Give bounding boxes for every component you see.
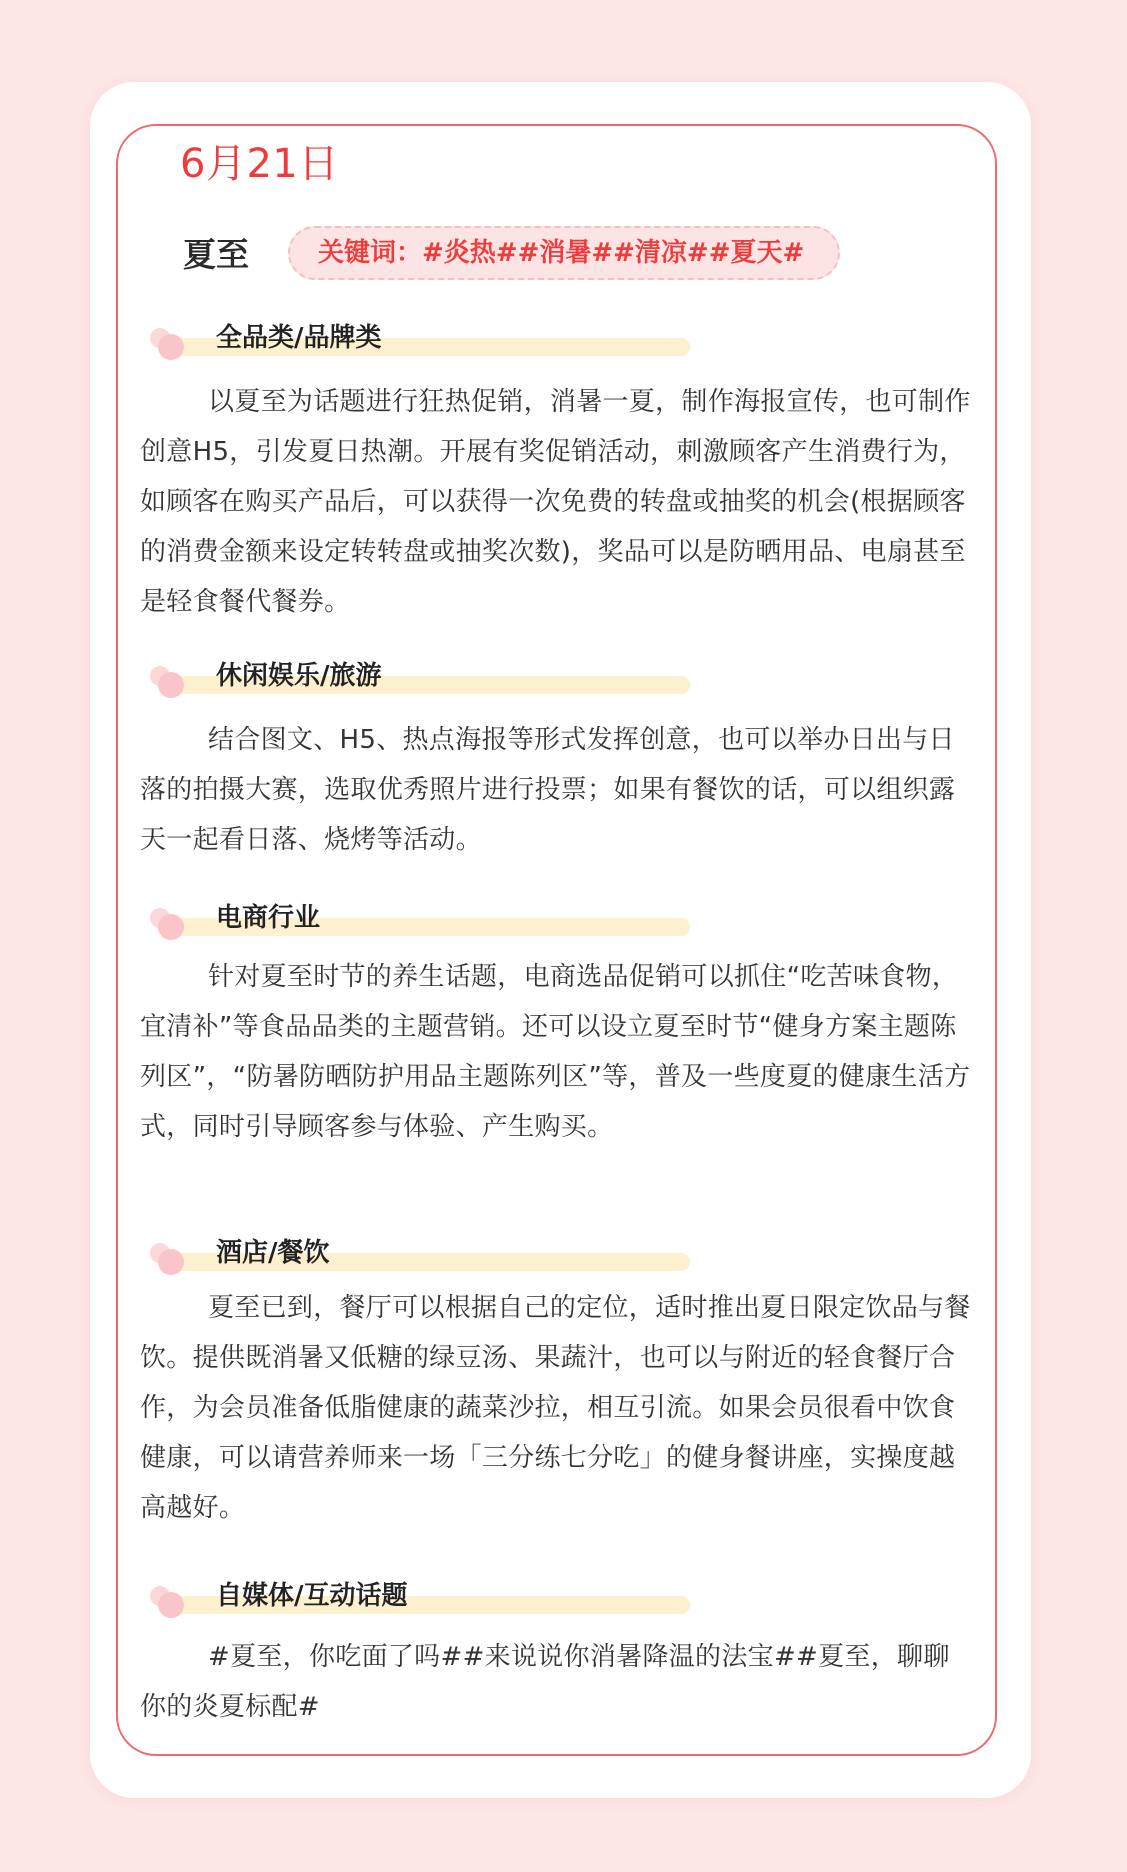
section-body: #夏至，你吃面了吗##来说说你消暑降温的法宝##夏至，聊聊你的炎夏标配#	[140, 1642, 950, 1722]
section-title: 电商行业	[216, 903, 321, 933]
section-title: 全品类/品牌类	[216, 323, 382, 353]
section-title: 自媒体/互动话题	[216, 1581, 408, 1611]
section-header	[150, 1576, 700, 1620]
section-header	[150, 318, 700, 362]
bubble-icon	[158, 334, 184, 360]
bubble-icon	[158, 1249, 184, 1275]
bubble-icon	[158, 1592, 184, 1618]
section-body: 夏至已到，餐厅可以根据自己的定位，适时推出夏日限定饮品与餐饮。提供既消暑又低糖的绿豆汤、果蔬汁，也可以与附近的轻食餐厅合作，为会员准备低脂健康的蔬菜沙拉，相互引流。如果会员很看中饮食健康，可以请营养师来一场「三分练七分吃」的健身餐讲座，实操度越高越好。	[140, 1293, 971, 1523]
section-header	[150, 656, 700, 700]
bubble-icon	[158, 672, 184, 698]
section-body: 结合图文、H5、热点海报等形式发挥创意，也可以举办日出与日落的拍摄大赛，选取优秀照片进行投票；如果有餐饮的话，可以组织露天一起看日落、烧烤等活动。	[140, 725, 956, 855]
section-header	[150, 898, 700, 942]
keywords-badge: 关键词：#炎热##消暑##清凉##夏天#	[288, 226, 840, 280]
section-body: 针对夏至时节的养生话题，电商选品促销可以抓住“吃苦味食物，宜清补”等食品品类的主题营销。还可以设立夏至时节“健身方案主题陈列区”，“防暑防晒防护用品主题陈列区”等，普及一些度夏的健康生活方式，同时引导顾客参与体验、产生购买。	[140, 962, 971, 1142]
festival-name: 夏至	[183, 235, 249, 274]
section-title: 休闲娱乐/旅游	[216, 661, 382, 691]
bubble-icon	[158, 914, 184, 940]
section-body: 以夏至为话题进行狂热促销，消暑一夏，制作海报宣传，也可制作创意H5，引发夏日热潮。开展有奖促销活动，刺激顾客产生消费行为，如顾客在购买产品后，可以获得一次免费的转盘或抽奖的机会(根据顾客的消费金额来设定转转盘或抽奖次数)，奖品可以是防晒用品、电扇甚至是轻食餐代餐券。	[140, 387, 971, 617]
section-header	[150, 1233, 700, 1277]
section-title: 酒店/餐饮	[216, 1238, 330, 1268]
date-heading: 6月21日	[180, 141, 339, 187]
